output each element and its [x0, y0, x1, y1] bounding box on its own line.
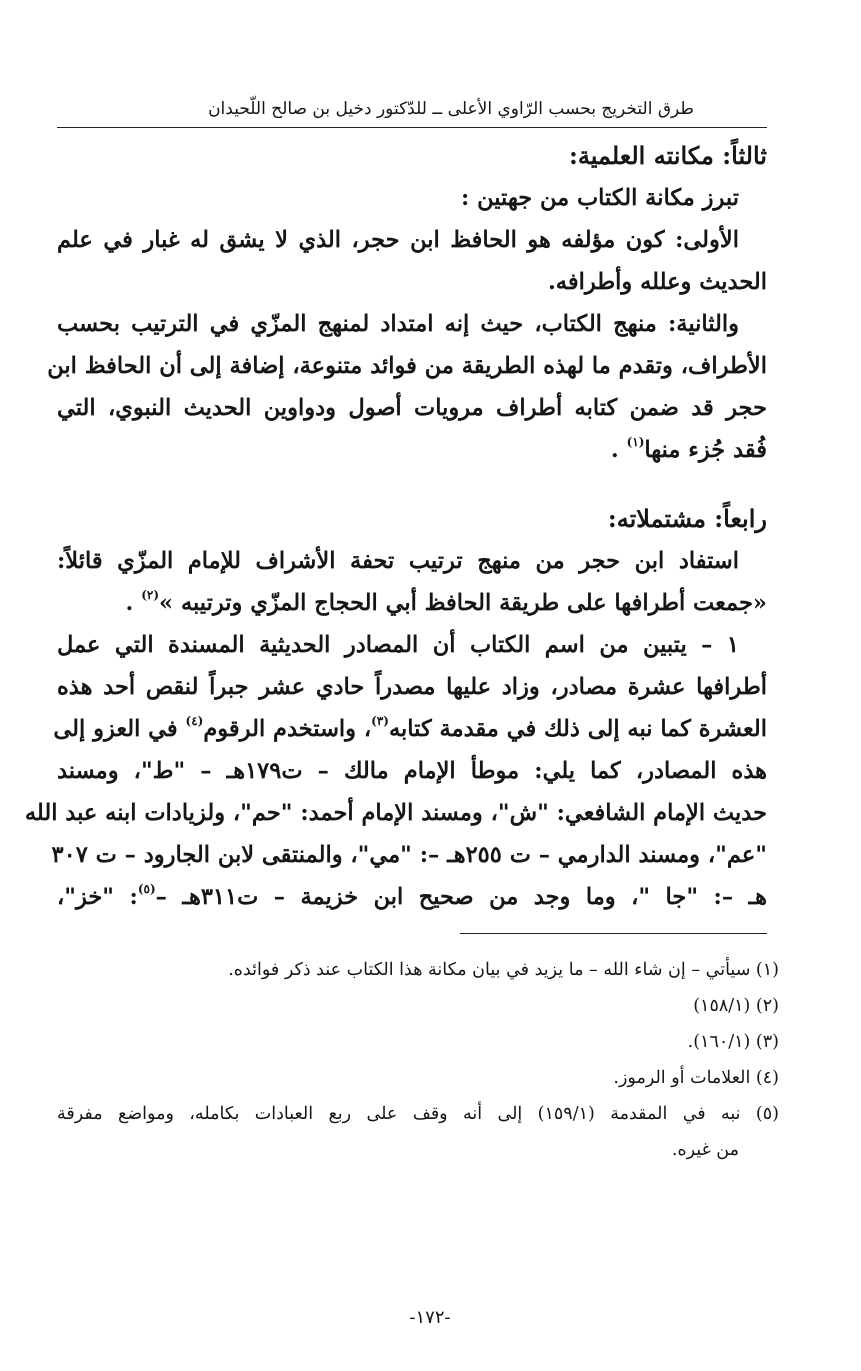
paragraph-intro: تبرز مكانة الكتاب من جهتين :: [461, 185, 739, 211]
section-heading-3: ثالثاً: مكانته العلمية:: [569, 141, 767, 170]
text-span: فُقد جُزء منها: [644, 437, 767, 463]
text-span: العشرة كما نبه إلى ذلك في مقدمة كتابه: [388, 716, 767, 742]
footnote-ref-5: (٥): [137, 882, 156, 896]
item1-line-6: "عم"، ومسند الدارمي – ت ٢٥٥هـ –: "مي"، والمنتقى لابن الجارود – ت ٣٠٧: [51, 842, 767, 868]
running-header: طرق التخريج بحسب الرّاوي الأعلى ــ للدّكتور دخيل بن صالح اللّحيدان: [208, 99, 694, 119]
footnote-rule: [460, 933, 767, 934]
text-span: هـ –: "جا "، وما وجد من صحيح ابن خزيمة – ت٣١١هـ –: [155, 884, 767, 910]
quote-intro-line: استفاد ابن حجر من منهج ترتيب تحفة الأشراف للإمام المزّي قائلاً:: [57, 548, 739, 574]
item1-line-3: [53, 708, 767, 750]
quote-line: [57, 582, 767, 624]
footnote-ref-2: (٢): [141, 588, 160, 602]
footnote-5-line-2: من غيره.: [671, 1140, 739, 1160]
section-gap: [57, 471, 767, 498]
text-span: ، واستخدم الرقوم: [203, 716, 372, 742]
item1-line-5: حديث الإمام الشافعي: "ش"، ومسند الإمام أحمد: "حم"، ولزيادات ابنه عبد الله: [24, 800, 767, 826]
paragraph-first-line-1: الأولى: كون مؤلفه هو الحافظ ابن حجر، الذي لا يشق له غبار في علم: [57, 227, 739, 253]
main-text: [24, 135, 767, 918]
period-mark: .: [125, 590, 134, 616]
footnotes: [57, 952, 779, 1168]
footnote-ref-3: (٣): [371, 714, 389, 728]
footnote-ref-1: (١): [626, 435, 645, 449]
footnote-1: (١) سيأتي – إن شاء الله – ما يزيد في بيان مكانة هذا الكتاب عند ذكر فوائده.: [228, 960, 779, 980]
item1-line-1: ١ – يتبين من اسم الكتاب أن المصادر الحديثية المسندة التي عمل: [57, 632, 739, 658]
paragraph-first-line-2: الحديث وعلله وأطرافه.: [547, 269, 767, 295]
footnote-ref-4: (٤): [185, 714, 204, 728]
item1-line-4: هذه المصادر، كما يلي: موطأ الإمام مالك – ت١٧٩هـ – "ط"، ومسند: [57, 758, 767, 784]
paragraph-second-line-4: [57, 429, 767, 471]
period-mark: .: [610, 437, 619, 463]
item1-line-2: أطرافها عشرة مصادر، وزاد عليها مصدراً حادي عشر جبراً لنقص أحد هذه: [57, 674, 767, 700]
footnote-5-line-1: (٥) نبه في المقدمة (١٥٩/١) إلى أنه وقف على ربع العبادات بكامله، ومواضع مفرقة: [57, 1104, 779, 1124]
footnote-3: (٣) (١٦٠/١).: [687, 1032, 779, 1052]
paragraph-second-line-1: والثانية: منهج الكتاب، حيث إنه امتداد لمنهج المزّي في الترتيب بحسب: [57, 311, 739, 337]
paragraph-second-line-3: حجر قد ضمن كتابه أطراف مرويات أصول ودواوين الحديث النبوي، التي: [57, 395, 767, 421]
page-number: -١٧٢-: [409, 1307, 451, 1328]
footnote-2: (٢) (١٥٨/١): [693, 996, 779, 1016]
text-span: في العزو إلى: [53, 716, 178, 742]
footnote-4: (٤) العلامات أو الرموز.: [613, 1068, 779, 1088]
paragraph-second-line-2: الأطراف، وتقدم ما لهذه الطريقة من فوائد متنوعة، إضافة إلى أن الحافظ ابن: [47, 353, 767, 379]
text-span: : "خز"،: [57, 884, 138, 910]
item1-line-7: [57, 876, 767, 918]
section-heading-4: رابعاً: مشتملاته:: [607, 504, 767, 533]
header-rule: [57, 127, 767, 128]
quote-text: «جمعت أطرافها على طريقة الحافظ أبي الحجاج المزّي وترتيبه »: [159, 590, 767, 616]
